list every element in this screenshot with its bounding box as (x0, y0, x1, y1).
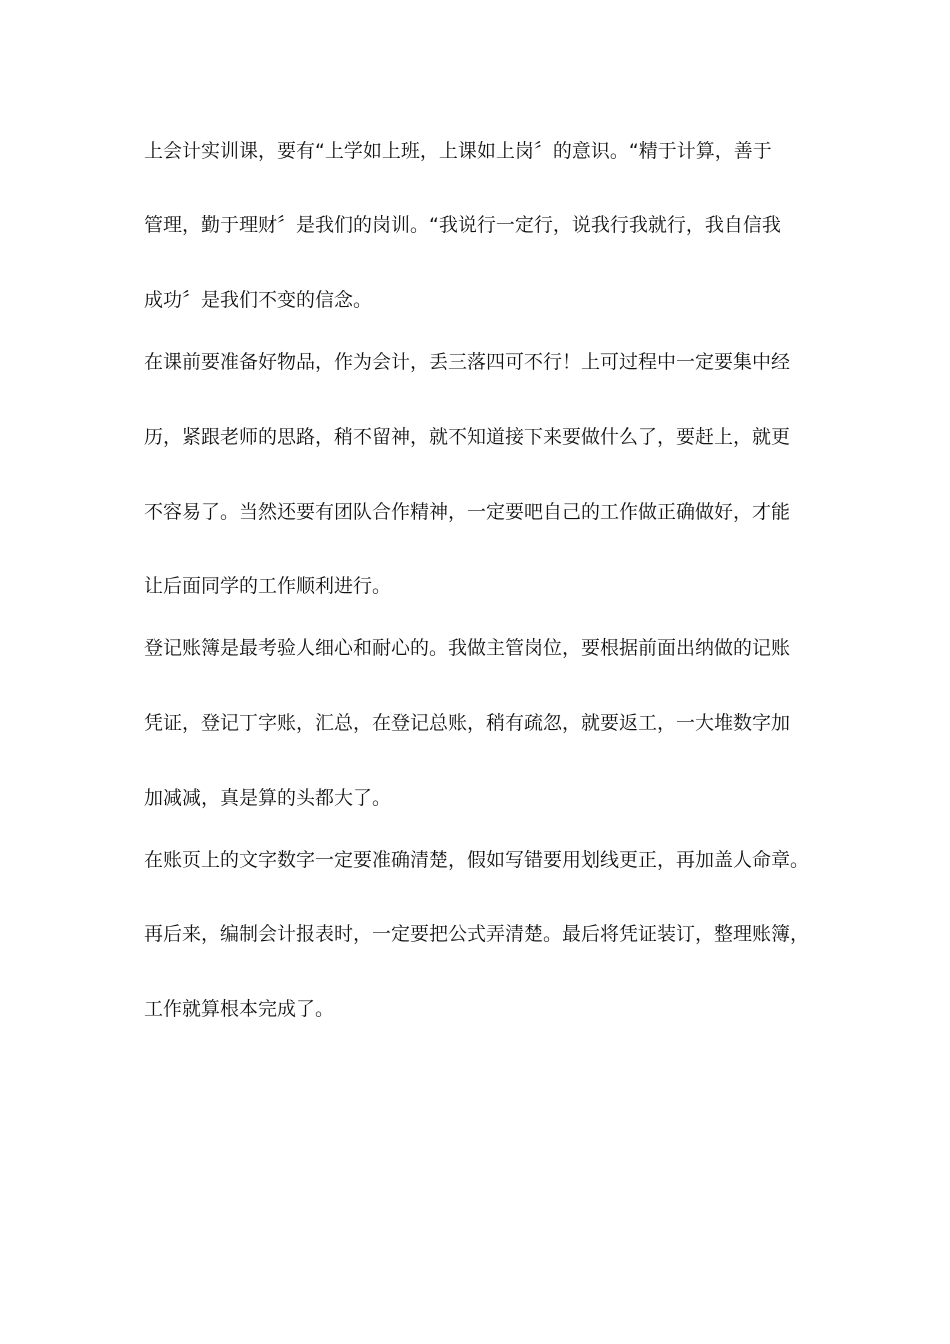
paragraph-1-line-3: 成功〞是我们不变的信念。 (144, 289, 373, 311)
paragraph-2-line-1: 在课前要准备好物品，作为会计，丢三落四可不行！上可过程中一定要集中经 (144, 351, 791, 373)
paragraph-1-line-1: 上会计实训课，要有“上学如上班，上课如上岗〞的意识。“精于计算，善于 (144, 140, 772, 162)
paragraph-3-line-2: 凭证，登记丁字账，汇总，在登记总账，稍有疏忽，就要返工，一大堆数字加 (144, 712, 791, 734)
paragraph-3-line-1: 登记账簿是最考验人细心和耐心的。我做主管岗位，要根据前面出纳做的记账 (144, 637, 791, 659)
paragraph-2-line-2: 历，紧跟老师的思路，稍不留神，就不知道接下来要做什么了，要赶上，就更 (144, 426, 791, 448)
paragraph-4-line-1: 在账页上的文字数字一定要准确清楚，假如写错要用划线更正，再加盖人命章。 (144, 849, 810, 871)
paragraph-3-line-3: 加减减，真是算的头都大了。 (144, 787, 392, 809)
paragraph-2-line-3: 不容易了。当然还要有团队合作精神，一定要吧自己的工作做正确做好，才能 (144, 501, 791, 523)
paragraph-4-line-3: 工作就算根本完成了。 (144, 998, 335, 1020)
paragraph-1-line-2: 管理，勤于理财〞是我们的岗训。“我说行一定行，说我行我就行，我自信我 (144, 214, 781, 236)
paragraph-2-line-4: 让后面同学的工作顺利进行。 (144, 575, 392, 597)
paragraph-4-line-2: 再后来，编制会计报表时，一定要把公式弄清楚。最后将凭证装订，整理账簿， (144, 923, 810, 945)
